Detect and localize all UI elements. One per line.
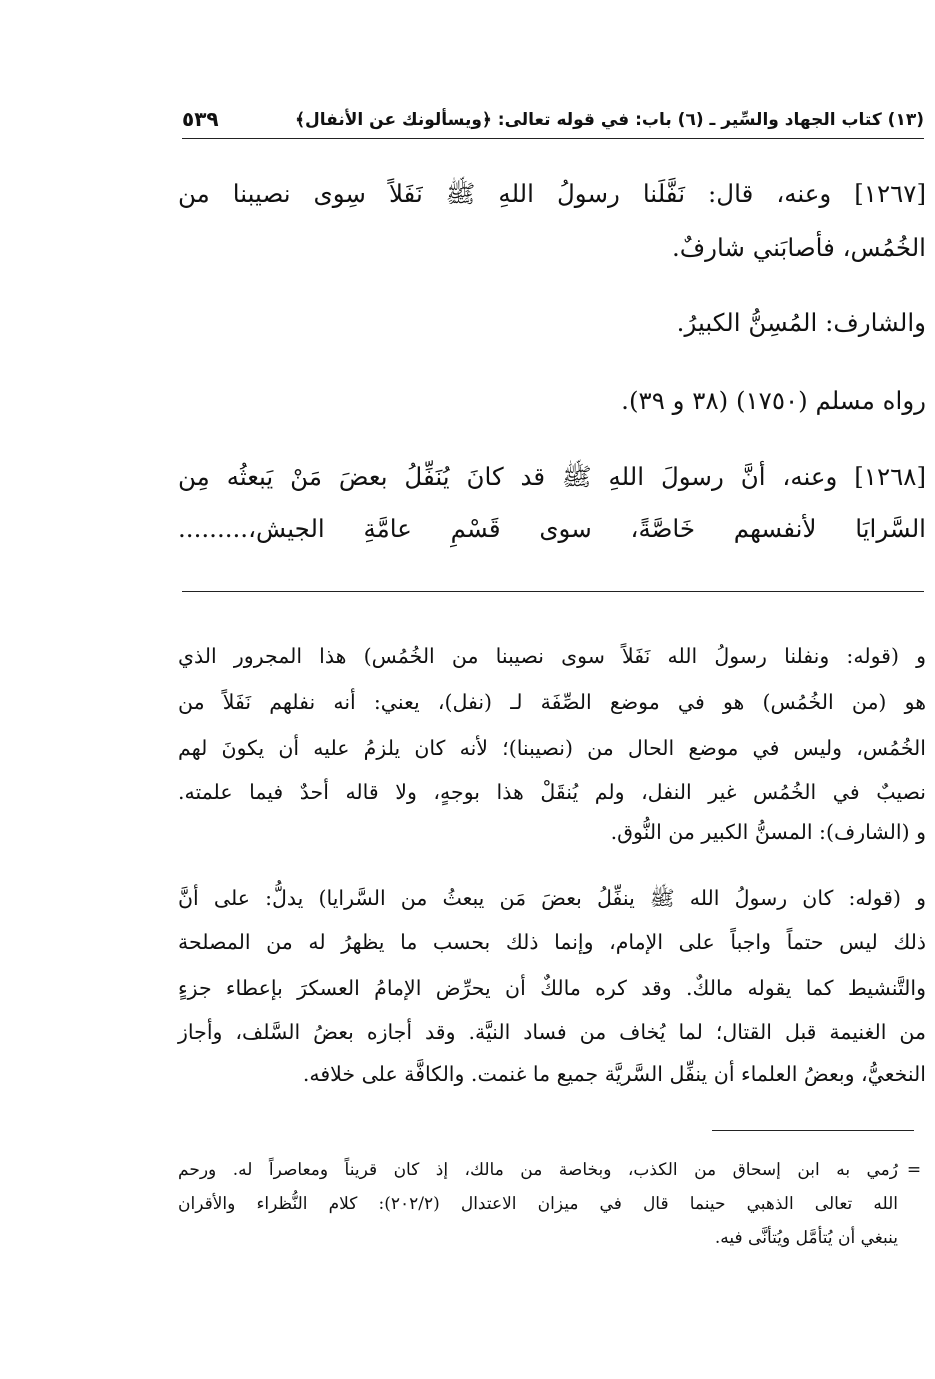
header-rule — [182, 138, 924, 139]
main-text-line: رواه مسلم (١٧٥٠) (٣٨ و ٣٩). — [621, 386, 926, 415]
commentary-line: من الغنيمة قبل القتال؛ لما يُخاف من فساد النيَّة. وقد أجازه بعضُ السَّلف، وأجاز — [178, 1020, 926, 1044]
commentary-separator — [182, 591, 924, 592]
main-text-line: والشارف: المُسِنُّ الكبيرُ. — [676, 308, 926, 337]
footnote-rule — [712, 1130, 914, 1131]
page-number: ٥٣٩ — [182, 107, 219, 131]
commentary-line: هو (من الخُمُس) هو في موضع الصِّفَة لـ (نفل)، يعني: أنه نفلهم نَفَلاً من — [178, 690, 926, 714]
main-text-line: [١٢٦٨] وعنه، أنَّ رسولَ اللهِ ﷺ قد كانَ يُنَفِّلُ بعضَ مَنْ يَبعثُه مِن — [178, 462, 926, 491]
main-text-line: السَّرايَا لأنفسهم خَاصَّةً، سوى قَسْمِ عامَّةِ الجيش،......... — [178, 514, 926, 543]
commentary-line: و (قوله: ونفلنا رسولُ الله نَفَلاً سوى نصيبنا من الخُمُس) هذا المجرور الذي — [178, 644, 926, 668]
commentary-line: والتَّنشيط كما يقوله مالكٌ. وقد كره مالكٌ أن يحرِّض الإمامُ العسكرَ بإعطاء جزءٍ — [178, 976, 926, 1000]
footnote-line: الله تعالى الذهبي حينما قال في ميزان الاعتدال (٢٠٢/٢): كلام النُّظراء والأقران — [178, 1194, 898, 1214]
footnote-continuation-marker: = — [906, 1160, 922, 1180]
running-head — [182, 102, 924, 136]
commentary-line: نصيبٌ في الخُمُس غير النفل، ولم يُنقَلْ هذا بوجهٍ، ولا قاله أحدٌ فيما علمته. — [178, 780, 926, 804]
footnote-line: ينبغي أن يُتأمَّل ويُتأنَّى فيه. — [714, 1228, 898, 1248]
commentary-line: ذلك ليس حتماً واجباً على الإمام، وإنما ذلك بحسب ما يظهرُ له من المصلحة — [178, 930, 926, 954]
commentary-line: و (الشارف): المسنُّ الكبير من النُّوق. — [610, 820, 926, 844]
commentary-line: النخعيُّ، وبعضُ العلماء أن ينفِّل السَّريَّة جميع ما غنمت. والكافَّة على خلافه. — [302, 1062, 926, 1086]
main-text-line: [١٢٦٧] وعنه، قال: نَفَّلَنا رسولُ اللهِ ﷺ نَفَلاً سِوى نصيبنا من — [178, 179, 926, 208]
footnote-line: رُمي به ابن إسحاق من الكذب، وبخاصة من مالك، إذ كان قريناً ومعاصراً له. ورحم — [178, 1160, 898, 1180]
running-title: (١٣) كتاب الجهاد والسِّير ـ (٦) باب: في قوله تعالى: ﴿ويسألونك عن الأنفال﴾ — [295, 109, 924, 130]
main-text-line: الخُمُس، فأصابَني شارفٌ. — [671, 233, 926, 262]
commentary-line: الخُمُس، وليس في موضع الحال من (نصيبنا)؛ لأنه كان يلزمُ عليه أن يكونَ لهم — [178, 736, 926, 760]
commentary-line: و (قوله: كان رسولُ الله ﷺ ينفِّلُ بعضَ مَن يبعثُ من السَّرايا) يدلُّ: على أنَّ — [178, 886, 926, 910]
